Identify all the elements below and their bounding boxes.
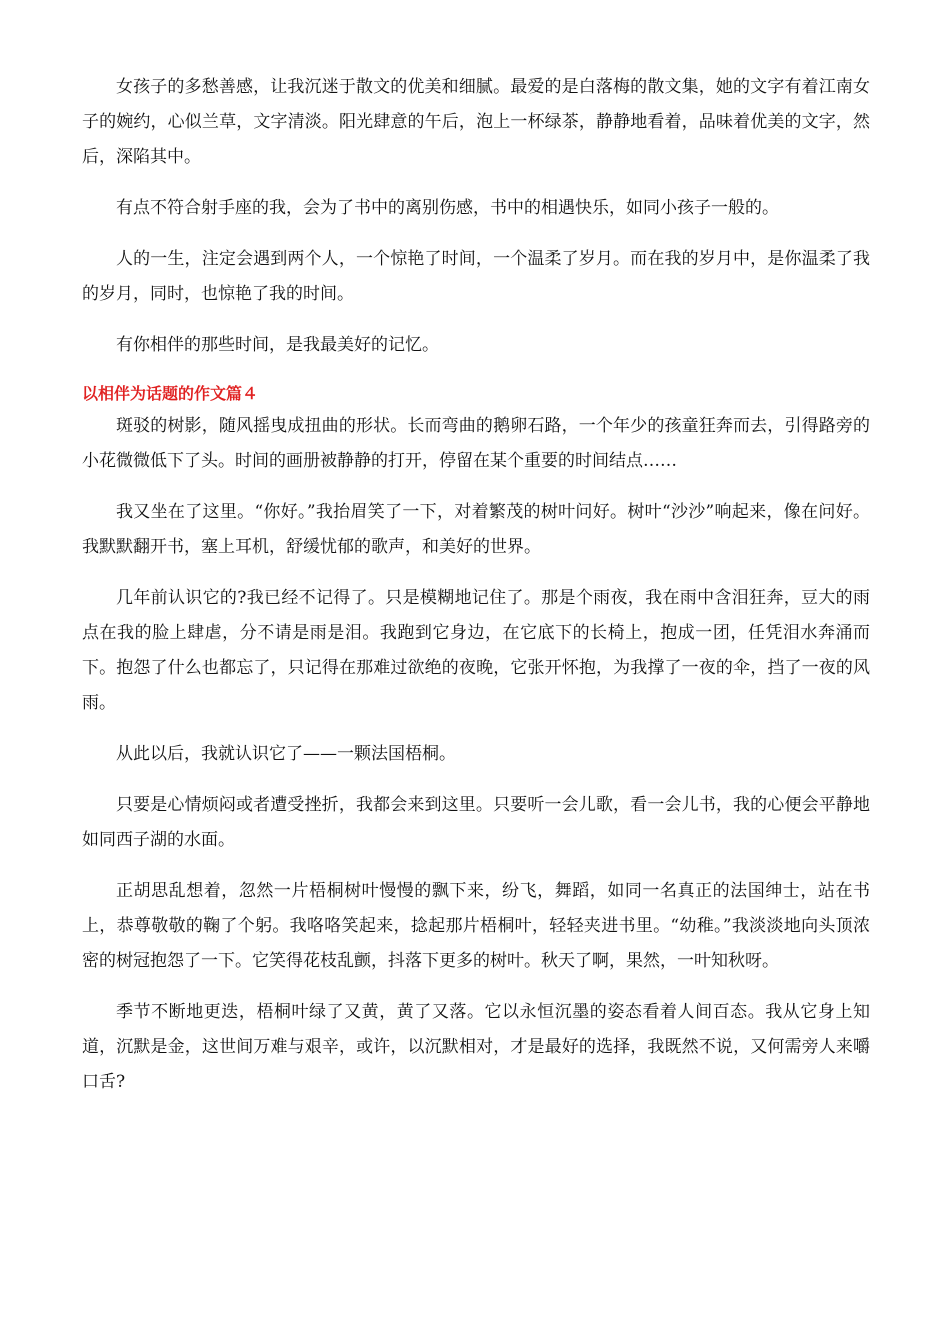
paragraph: 我又坐在了这里。“你好。”我抬眉笑了一下，对着繁茂的树叶问好。树叶“沙沙”响起来，像在问好。我默默翻开书，塞上耳机，舒缓忧郁的歌声，和美好的世界。	[82, 502, 870, 557]
paragraph: 只要是心情烦闷或者遭受挫折，我都会来到这里。只要听一会儿歌，看一会儿书，我的心便会平静地如同西子湖的水面。	[82, 795, 870, 850]
paragraph: 季节不断地更迭，梧桐叶绿了又黄，黄了又落。它以永恒沉墨的姿态看着人间百态。我从它身上知道，沉默是金，这世间万难与艰辛，或许，以沉默相对，才是最好的选择，我既然不说，又何需旁人来嚼口舌?	[82, 1002, 870, 1092]
paragraph: 女孩子的多愁善感，让我沉迷于散文的优美和细腻。最爱的是白落梅的散文集，她的文字有着江南女子的婉约，心似兰草，文字清淡。阳光肆意的午后，泡上一杯绿茶，静静地看着，品味着优美的文字，然后，深陷其中。	[82, 77, 870, 167]
paragraph: 人的一生，注定会遇到两个人，一个惊艳了时间，一个温柔了岁月。而在我的岁月中，是你温柔了我的岁月，同时，也惊艳了我的时间。	[82, 249, 870, 304]
document-body	[82, 70, 870, 1116]
section-heading: 以相伴为话题的作文篇４	[82, 384, 259, 403]
paragraph: 正胡思乱想着，忽然一片梧桐树叶慢慢的飘下来，纷飞，舞蹈，如同一名真正的法国绅士，站在书上，恭尊敬敬的鞠了个躬。我咯咯笑起来，捻起那片梧桐叶，轻轻夹进书里。“幼稚。”我淡淡地向头顶浓密的树冠抱怨了一下。它笑得花枝乱颤，抖落下更多的树叶。秋天了啊，果然，一叶知秋呀。	[82, 881, 870, 971]
paragraph: 从此以后，我就认识它了——一颗法国梧桐。	[116, 744, 456, 764]
paragraph: 几年前认识它的?我已经不记得了。只是模糊地记住了。那是个雨夜，我在雨中含泪狂奔，豆大的雨点在我的脸上肆虐，分不请是雨是泪。我跑到它身边，在它底下的长椅上，抱成一团，任凭泪水奔涌而下。抱怨了什么也都忘了，只记得在那难过欲绝的夜晚，它张开怀抱，为我撑了一夜的伞，挡了一夜的风雨。	[82, 588, 870, 713]
paragraph: 斑驳的树影，随风摇曳成扭曲的形状。长而弯曲的鹅卵石路，一个年少的孩童狂奔而去，引得路旁的小花微微低下了头。时间的画册被静静的打开，停留在某个重要的时间结点……	[82, 416, 870, 471]
paragraph: 有你相伴的那些时间，是我最美好的记忆。	[116, 335, 439, 355]
paragraph: 有点不符合射手座的我，会为了书中的离别伤感，书中的相遇快乐，如同小孩子一般的。	[116, 198, 779, 218]
